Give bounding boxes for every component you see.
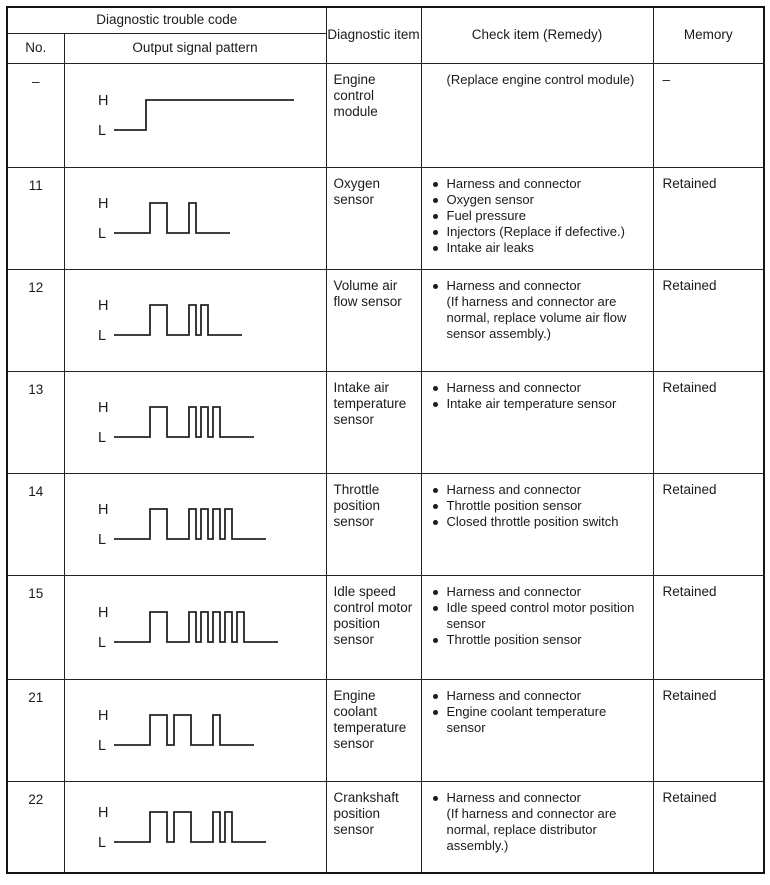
- check-item-cell: [421, 781, 653, 873]
- memory-value: Retained: [653, 473, 764, 575]
- bullet-icon: [433, 504, 438, 509]
- check-item: [433, 514, 649, 530]
- signal-waveform: [98, 494, 327, 554]
- check-item-list: [433, 380, 649, 412]
- signal-waveform: [98, 290, 327, 350]
- check-item-text: (If harness and connector are normal, replace volume air flow sensor assembly.): [446, 293, 627, 341]
- bullet-icon: [433, 182, 438, 187]
- check-item-text: Harness and connector: [446, 481, 581, 497]
- table-row: [7, 167, 764, 269]
- waveform-trace: [114, 100, 294, 130]
- check-item: [433, 584, 649, 600]
- check-item-text: Harness and connector: [446, 175, 581, 191]
- output-signal-pattern-cell: [64, 167, 326, 269]
- table-row: [7, 269, 764, 371]
- output-signal-pattern-cell: [64, 781, 326, 873]
- check-item-text: (If harness and connector are normal, replace distributor assembly.): [446, 805, 617, 853]
- bullet-icon: [433, 284, 438, 289]
- check-item-text: Fuel pressure: [446, 207, 526, 223]
- check-item: [433, 176, 649, 192]
- waveform-trace: [114, 612, 278, 642]
- check-item-cell: [421, 679, 653, 781]
- check-item-list: [433, 176, 649, 256]
- trouble-code-number: 14: [7, 473, 64, 575]
- check-item-cell: [421, 63, 653, 167]
- output-signal-pattern-cell: [64, 371, 326, 473]
- output-signal-pattern-cell: [64, 473, 326, 575]
- bullet-icon: [433, 386, 438, 391]
- signal-waveform: [98, 700, 327, 760]
- waveform-trace: [114, 203, 230, 233]
- bullet-icon: [433, 198, 438, 203]
- check-item-text: Intake air leaks: [446, 239, 534, 255]
- low-level-label: L: [97, 738, 106, 754]
- check-item-text: Idle speed control motor position sensor: [446, 599, 635, 631]
- check-item: [433, 396, 649, 412]
- waveform-trace: [114, 305, 242, 335]
- check-item-list: [433, 790, 649, 854]
- check-item-cell: [421, 167, 653, 269]
- output-signal-pattern-cell: [64, 63, 326, 167]
- check-item-list: [433, 688, 649, 736]
- low-level-label: L: [97, 635, 106, 651]
- table-header: [7, 7, 764, 63]
- diagnostic-item: Idle speed control motor position sensor: [326, 575, 421, 679]
- high-level-label: H: [97, 708, 108, 724]
- low-level-label: L: [97, 834, 106, 851]
- check-item-list: [433, 482, 649, 530]
- check-item-text: Harness and connector: [446, 687, 581, 703]
- check-item-text: Intake air temperature sensor: [446, 395, 617, 411]
- diagnostic-item: Throttle position sensor: [326, 473, 421, 575]
- check-item: [433, 380, 649, 396]
- check-item-cell: [421, 371, 653, 473]
- check-item: [433, 224, 649, 240]
- check-item-text: (Replace engine control module): [446, 71, 635, 87]
- bullet-icon: [433, 796, 438, 801]
- trouble-code-number: 22: [7, 781, 64, 873]
- memory-value: Retained: [653, 781, 764, 873]
- check-item-note: [433, 72, 649, 88]
- check-item: [433, 240, 649, 256]
- check-item-text: Oxygen sensor: [446, 191, 534, 207]
- bullet-icon: [433, 214, 438, 219]
- high-level-label: H: [97, 196, 108, 212]
- check-item-cell: [421, 575, 653, 679]
- table-row: [7, 371, 764, 473]
- header-row-group: [7, 7, 764, 33]
- waveform-trace: [114, 509, 266, 539]
- output-signal-pattern-cell: [64, 269, 326, 371]
- bullet-icon: [433, 230, 438, 235]
- trouble-code-number: 12: [7, 269, 64, 371]
- signal-waveform: [98, 597, 327, 657]
- table-row: [7, 473, 764, 575]
- bullet-icon: [433, 590, 438, 595]
- trouble-code-number: 15: [7, 575, 64, 679]
- diagnostic-item: Intake air temperature sensor: [326, 371, 421, 473]
- bullet-icon: [433, 638, 438, 643]
- check-item: [433, 790, 649, 806]
- check-item-text: Injectors (Replace if defective.): [446, 223, 625, 239]
- check-item-text: Harness and connector: [446, 379, 581, 395]
- low-level-label: L: [97, 328, 106, 344]
- check-item: [433, 482, 649, 498]
- check-item: [433, 498, 649, 514]
- memory-value: Retained: [653, 371, 764, 473]
- check-item-list: [433, 72, 649, 88]
- bullet-icon: [433, 606, 438, 611]
- check-item: [433, 704, 649, 736]
- waveform-trace: [114, 407, 254, 437]
- signal-waveform: [98, 392, 327, 452]
- header-check-item: Check item (Remedy): [421, 7, 653, 63]
- header-trouble-code-group: Diagnostic trouble code: [7, 7, 326, 33]
- header-memory: Memory: [653, 7, 764, 63]
- diagnostic-item: Engine control module: [326, 63, 421, 167]
- diagnostic-item: Crankshaft position sensor: [326, 781, 421, 873]
- check-item: [433, 192, 649, 208]
- bullet-icon: [433, 246, 438, 251]
- low-level-label: L: [97, 430, 106, 446]
- memory-value: Retained: [653, 575, 764, 679]
- bullet-icon: [433, 710, 438, 715]
- check-item-list: [433, 584, 649, 648]
- high-level-label: H: [97, 400, 108, 416]
- check-item: [433, 600, 649, 632]
- check-item: [433, 278, 649, 294]
- check-item-text: Harness and connector: [446, 789, 581, 805]
- bullet-icon: [433, 520, 438, 525]
- diagnostic-item: Engine coolant temperature sensor: [326, 679, 421, 781]
- table-row: [7, 63, 764, 167]
- check-item: [433, 208, 649, 224]
- check-item-list: [433, 278, 649, 342]
- trouble-code-number: 11: [7, 167, 64, 269]
- trouble-code-number: 13: [7, 371, 64, 473]
- check-item-cell: [421, 269, 653, 371]
- diagnostic-trouble-code-table: [6, 6, 765, 874]
- table-body: [7, 63, 764, 873]
- bullet-icon: [433, 694, 438, 699]
- check-item: [433, 688, 649, 704]
- header-output-signal-pattern: Output signal pattern: [64, 33, 326, 63]
- memory-value: Retained: [653, 679, 764, 781]
- check-item-text: Closed throttle position switch: [446, 513, 619, 529]
- bullet-icon: [433, 402, 438, 407]
- waveform-trace: [114, 715, 254, 745]
- memory-value: –: [653, 63, 764, 167]
- low-level-label: L: [97, 226, 106, 242]
- waveform-trace: [114, 812, 266, 842]
- diagnostic-item: Oxygen sensor: [326, 167, 421, 269]
- bullet-icon: [433, 488, 438, 493]
- table-row: [7, 679, 764, 781]
- high-level-label: H: [97, 502, 108, 518]
- signal-waveform: [98, 188, 327, 248]
- check-item-cell: [421, 473, 653, 575]
- check-item-note: [433, 294, 649, 342]
- signal-waveform: [98, 85, 327, 145]
- high-level-label: H: [97, 804, 108, 821]
- header-no: No.: [7, 33, 64, 63]
- memory-value: Retained: [653, 167, 764, 269]
- memory-value: Retained: [653, 269, 764, 371]
- high-level-label: H: [97, 298, 108, 314]
- check-item-note: [433, 806, 649, 854]
- signal-waveform: [98, 797, 327, 857]
- header-diagnostic-item: Diagnostic item: [326, 7, 421, 63]
- diagnostic-item: Volume air flow sensor: [326, 269, 421, 371]
- trouble-code-number: –: [7, 63, 64, 167]
- check-item: [433, 632, 649, 648]
- table-row: [7, 781, 764, 873]
- table-row: [7, 575, 764, 679]
- low-level-label: L: [97, 532, 106, 548]
- check-item-text: Throttle position sensor: [446, 497, 582, 513]
- check-item-text: Throttle position sensor: [446, 631, 582, 647]
- output-signal-pattern-cell: [64, 575, 326, 679]
- high-level-label: H: [97, 605, 108, 621]
- output-signal-pattern-cell: [64, 679, 326, 781]
- check-item-text: Harness and connector: [446, 583, 581, 599]
- low-level-label: L: [97, 123, 106, 139]
- trouble-code-number: 21: [7, 679, 64, 781]
- check-item-text: Engine coolant temperature sensor: [446, 703, 607, 735]
- high-level-label: H: [97, 93, 108, 109]
- check-item-text: Harness and connector: [446, 277, 581, 293]
